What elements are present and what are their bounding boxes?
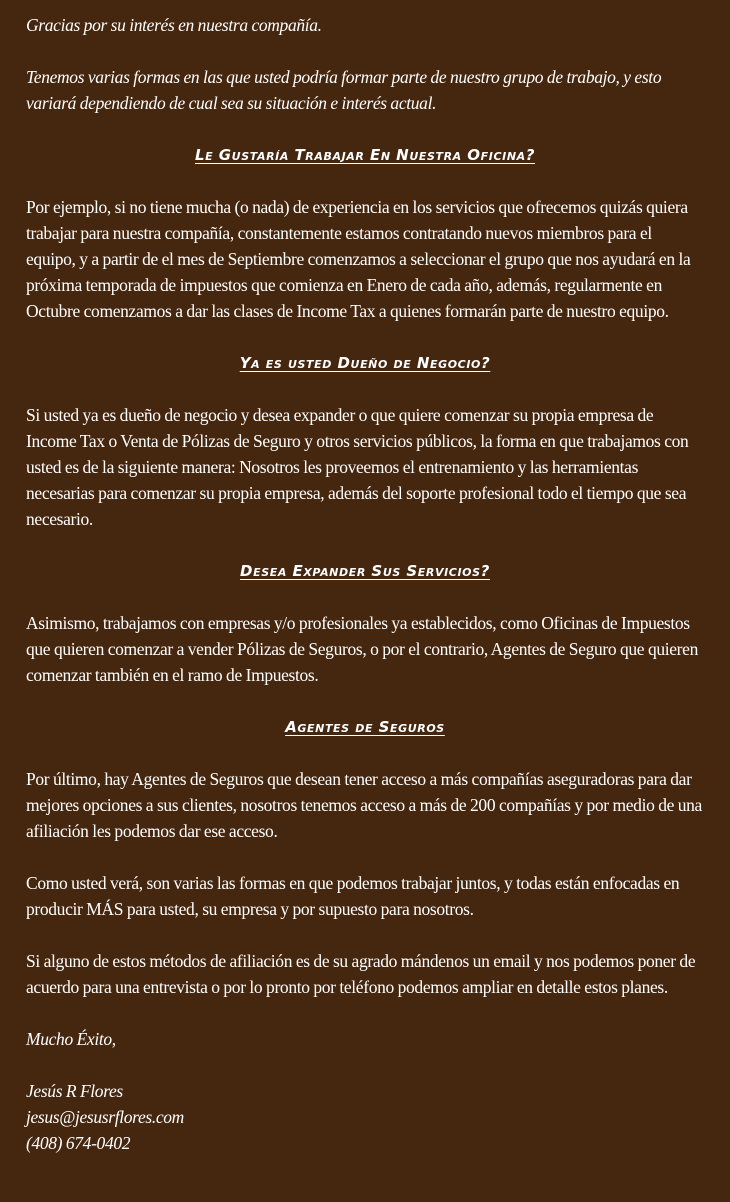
closing-paragraph-contacto: Si alguno de estos métodos de afiliación es de su agrado mándenos un email y nos podemos poner de acuerdo para una entrevista o por lo pronto por teléfono podemos ampliar en detalle estos planes. [26,951,696,997]
section-body-expander-servicios: Asimismo, trabajamos con empresas y/o profesionales ya establecidos, como Oficinas de Impuestos que quieren comenzar a vender Pólizas de Seguros, o por el contrario, Agentes de Seguro que quieren comenzar también en el ramo de Impuestos. [26,613,698,685]
section-heading-oficina: Le Gustaría Trabajar En Nuestra Oficina? [194,146,536,164]
signature-name: Jesús R Flores [26,1081,123,1101]
section-heading-expander-servicios: Desea Expander Sus Servicios? [240,562,490,580]
section-body-agentes-seguros: Por último, hay Agentes de Seguros que desean tener acceso a más compañías aseguradoras para dar mejores opciones a sus clientes, nosotros tenemos acceso a más de 200 compañías y por medio de una afiliación les podemos dar ese acceso. [26,769,702,841]
section-heading-agentes-seguros: Agentes de Seguros [285,718,445,736]
intro-paragraph: Tenemos varias formas en las que usted podría formar parte de nuestro grupo de trabajo, y esto variará dependiendo de cual sea su situación e interés actual. [26,67,662,113]
signoff-text: Mucho Éxito, [26,1029,116,1049]
signature-block [26,1026,704,1156]
section-body-oficina: Por ejemplo, si no tiene mucha (o nada) de experiencia en los servicios que ofrecemos quizás quiera trabajar para nuestra compañía, constantemente estamos contratando nuevos miembros para el equipo, y a partir de el mes de Septiembre comenzamos a seleccionar el grupo que nos ayudará en la próxima temporada de impuestos que comienza en Enero de cada año, además, regularmente en Octubre comenzamos a dar las clases de Income Tax a quienes formarán parte de nuestro equipo. [26,197,691,321]
section-heading-dueno-negocio: Ya es usted Dueño de Negocio? [239,354,491,372]
section-body-dueno-negocio: Si usted ya es dueño de negocio y desea expander o que quiere comenzar su propia empresa de Income Tax o Venta de Pólizas de Seguro y otros servicios públicos, la forma en que trabajamos con usted es de la siguiente manera: Nosotros les proveemos el entrenamiento y las herramientas necesarias para comenzar su propia empresa, además del soporte profesional todo el tiempo que sea necesario. [26,405,689,529]
signature-email: jesus@jesusrflores.com [26,1107,184,1127]
closing-paragraph-formas: Como usted verá, son varias las formas en que podemos trabajar juntos, y todas están enfocadas en producir MÁS para usted, su empresa y por supuesto para nosotros. [26,873,680,919]
greeting-text: Gracias por su interés en nuestra compañía. [26,15,322,35]
signature-phone: (408) 674-0402 [26,1133,131,1153]
